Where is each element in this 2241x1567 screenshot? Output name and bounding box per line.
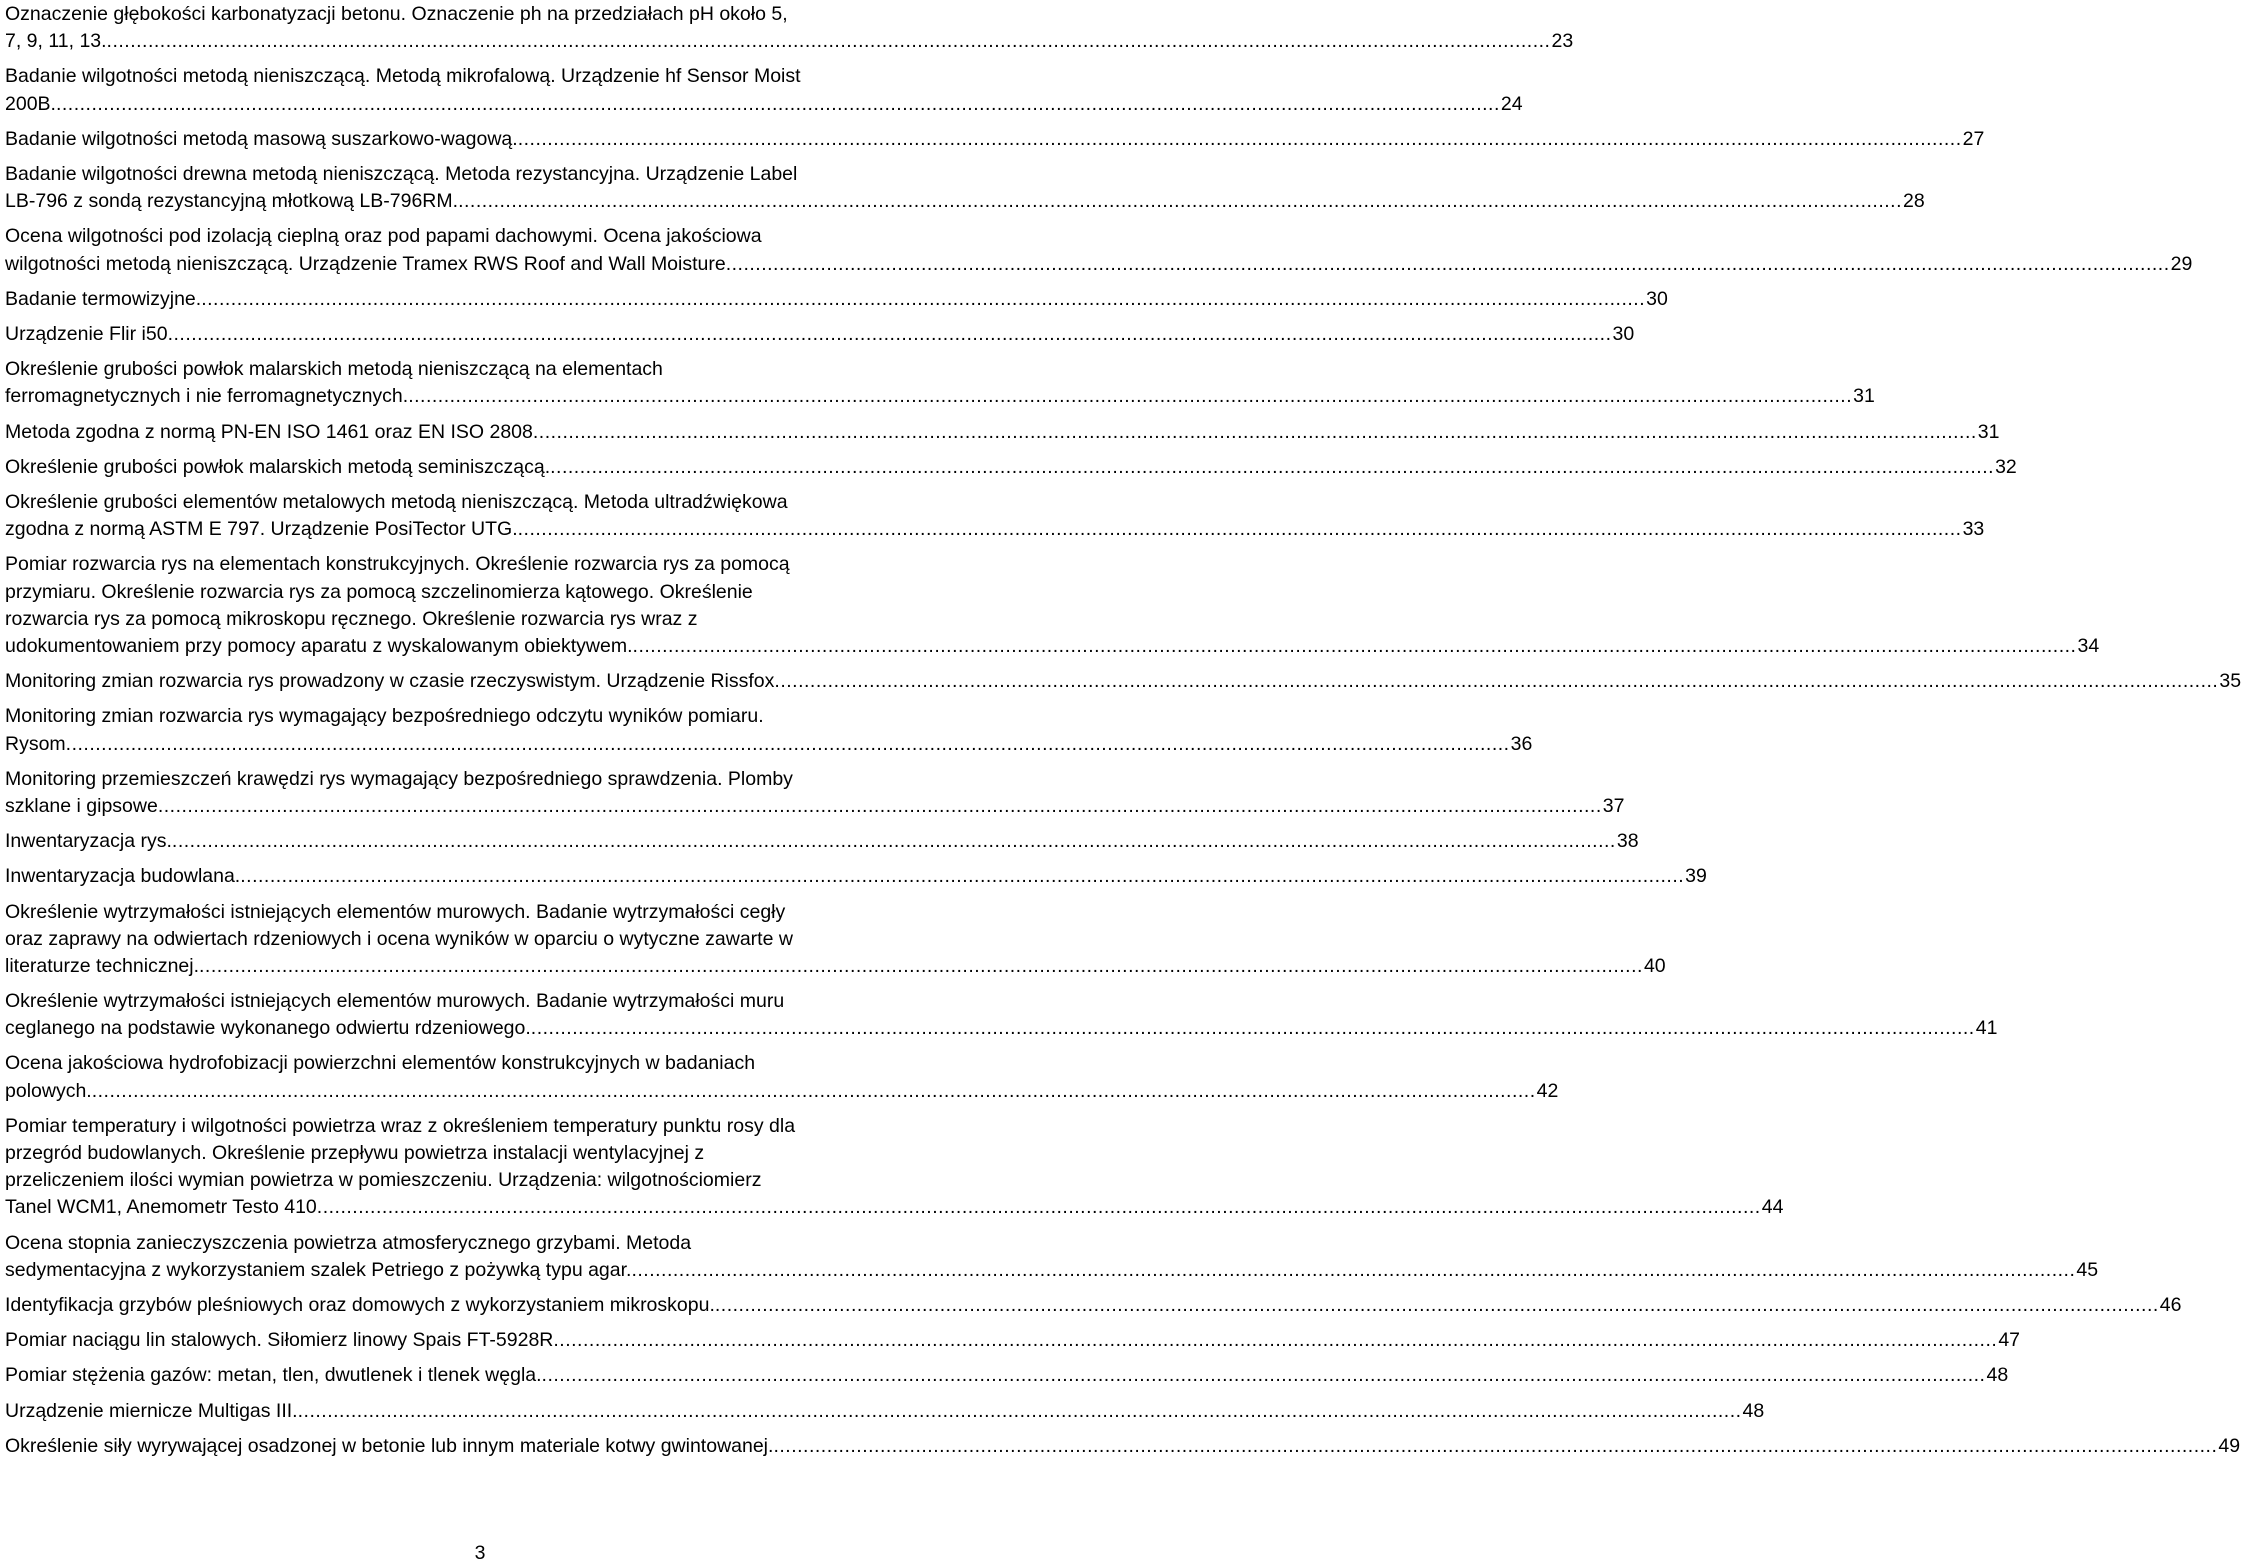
toc-entry-line: Ocena stopnia zanieczyszczenia powietrza atmosferycznego grzybami. Metoda bbox=[5, 1231, 692, 1254]
toc-entry-line: Określenie wytrzymałości istniejących elementów murowych. Badanie wytrzymałości muru bbox=[5, 990, 785, 1013]
toc-entry-line: Monitoring przemieszczeń krawędzi rys wymagający bezpośredniego sprawdzenia. Plomby bbox=[5, 767, 793, 790]
toc-entry-last-line bbox=[5, 1078, 1559, 1105]
toc-entry-page: 29 bbox=[2170, 252, 2193, 275]
toc-entry-title: udokumentowaniem przy pomocy aparatu z wyskalowanym obiektywem. bbox=[5, 634, 633, 657]
dot-leader bbox=[201, 286, 1645, 313]
toc-entry-page: 44 bbox=[1761, 1196, 1784, 1219]
dot-leader bbox=[172, 828, 1616, 855]
toc-entry-title: sedymentacyjna z wykorzystaniem szalek Petriego z pożywką typu agar. bbox=[5, 1258, 632, 1281]
dot-leader bbox=[56, 91, 1500, 118]
toc-entry-last-line bbox=[5, 1257, 2099, 1284]
toc-entry-title: Metoda zgodna z normą PN-EN ISO 1461 oraz EN ISO 2808 bbox=[5, 420, 533, 443]
dot-leader bbox=[458, 188, 1902, 215]
toc-entry[interactable] bbox=[5, 766, 1625, 820]
toc-entry-line: Pomiar temperatury i wilgotności powietrza wraz z określeniem temperatury punktu rosy dla bbox=[5, 1114, 796, 1137]
toc-entry-line: Ocena wilgotności pod izolacją cieplną oraz pod papami dachowymi. Ocena jakościowa bbox=[5, 225, 762, 248]
toc-entry-title: literaturze technicznej. bbox=[5, 954, 200, 977]
toc-entry-last-line bbox=[5, 793, 1625, 820]
toc-entry-page: 33 bbox=[1962, 518, 1985, 541]
toc-entry[interactable] bbox=[5, 126, 1985, 153]
toc-entry-line: Określenie grubości elementów metalowych metodą nieniszczącą. Metoda ultradźwiękowa bbox=[5, 490, 788, 513]
toc-entry-page: 39 bbox=[1685, 865, 1707, 888]
toc-entry-line: przeliczeniem ilości wymian powietrza w pomieszczeniu. Urządzenia: wilgotnościomierz bbox=[5, 1169, 762, 1192]
toc-entry-last-line bbox=[5, 633, 2100, 660]
toc-entry[interactable] bbox=[5, 223, 2193, 277]
toc-entry[interactable] bbox=[5, 1362, 2009, 1389]
dot-leader bbox=[531, 1015, 1975, 1042]
toc-entry-page: 47 bbox=[1998, 1329, 2021, 1352]
toc-entry-page: 27 bbox=[1962, 127, 1985, 150]
toc-entry-page: 36 bbox=[1510, 732, 1533, 755]
toc-entry-title: Urządzenie miernicze Multigas III. bbox=[5, 1399, 298, 1422]
toc-entry[interactable] bbox=[5, 63, 1523, 117]
toc-entry-line: oraz zaprawy na odwiertach rdzeniowych i ocena wyników w oparciu o wytyczne zawarte w bbox=[5, 927, 793, 950]
toc-entry[interactable] bbox=[5, 828, 1639, 855]
toc-entry-title: Inwentaryzacja rys. bbox=[5, 830, 172, 853]
dot-leader bbox=[518, 126, 1962, 153]
toc-entry-line: Badanie wilgotności metodą nieniszczącą. Metodą mikrofalową. Urządzenie hf Sensor Moist bbox=[5, 65, 801, 88]
toc-entry-page: 35 bbox=[2219, 670, 2241, 693]
toc-entry-page: 31 bbox=[1853, 385, 1875, 408]
toc-entry[interactable] bbox=[5, 454, 2017, 481]
dot-leader bbox=[107, 28, 1551, 55]
dot-leader bbox=[726, 251, 2170, 278]
toc-entry-page: 31 bbox=[1977, 420, 2000, 443]
toc-entry-line: Pomiar rozwarcia rys na elementach konstrukcyjnych. Określenie rozwarcia rys za pomocą bbox=[5, 553, 790, 576]
dot-leader bbox=[518, 516, 1962, 543]
page-number: 3 bbox=[474, 1542, 486, 1564]
toc-entry[interactable] bbox=[5, 703, 1533, 757]
toc-entry-last-line bbox=[5, 1362, 2009, 1389]
dot-leader bbox=[298, 1398, 1742, 1425]
toc-entry-title: Określenie grubości powłok malarskich metodą seminiszczącą. bbox=[5, 455, 551, 478]
toc-entry-page: 37 bbox=[1602, 794, 1625, 817]
toc-entry[interactable] bbox=[5, 1292, 2182, 1319]
toc-entry-page: 45 bbox=[2076, 1258, 2099, 1281]
toc-entry[interactable] bbox=[5, 356, 1875, 410]
toc-entry-last-line bbox=[5, 1398, 1765, 1425]
dot-leader bbox=[66, 731, 1510, 758]
dot-leader bbox=[168, 321, 1612, 348]
toc-entry[interactable] bbox=[5, 1433, 2241, 1460]
dot-leader bbox=[550, 454, 1994, 481]
dot-leader bbox=[633, 633, 2077, 660]
toc-entry[interactable] bbox=[5, 161, 1925, 215]
toc-entry[interactable] bbox=[5, 419, 2000, 446]
toc-entry-title: Pomiar stężenia gazów: metan, tlen, dwutlenek i tlenek węgla. bbox=[5, 1364, 542, 1387]
dot-leader bbox=[199, 953, 1643, 980]
toc-entry[interactable] bbox=[5, 1398, 1765, 1425]
toc-entry-last-line bbox=[5, 1327, 2021, 1354]
toc-entry-page: 30 bbox=[1646, 287, 1668, 310]
toc-entry-last-line bbox=[5, 91, 1523, 118]
toc-entry-last-line bbox=[5, 1194, 1784, 1221]
toc-entry-last-line bbox=[5, 251, 2193, 278]
toc-entry-line: Określenie wytrzymałości istniejących elementów murowych. Badanie wytrzymałości cegły bbox=[5, 900, 786, 923]
dot-leader bbox=[715, 1292, 2159, 1319]
toc-entry-page: 40 bbox=[1643, 954, 1666, 977]
dot-leader bbox=[408, 383, 1852, 410]
toc-entry-page: 46 bbox=[2159, 1294, 2182, 1317]
toc-entry-page: 28 bbox=[1903, 190, 1925, 213]
table-of-contents bbox=[5, 1, 2241, 1468]
toc-entry-page: 24 bbox=[1500, 92, 1523, 115]
toc-entry[interactable] bbox=[5, 551, 2100, 660]
toc-entry-page: 34 bbox=[2077, 634, 2100, 657]
dot-leader bbox=[240, 863, 1684, 890]
toc-entry-title: Inwentaryzacja budowlana. bbox=[5, 865, 241, 888]
dot-leader bbox=[533, 419, 1977, 446]
toc-entry[interactable] bbox=[5, 668, 2241, 695]
toc-entry-title: LB-796 z sondą rezystancyjną młotkową LB-796RM. bbox=[5, 190, 459, 213]
dot-leader bbox=[773, 1433, 2217, 1460]
toc-entry-title: 7, 9, 11, 13. bbox=[5, 30, 107, 53]
dot-leader bbox=[158, 793, 1602, 820]
toc-entry-title: Określenie siły wyrywającej osadzonej w betonie lub innym materiale kotwy gwintowanej. bbox=[5, 1434, 774, 1457]
toc-entry-line: Monitoring zmian rozwarcia rys wymagający bezpośredniego odczytu wyników pomiaru. bbox=[5, 705, 764, 728]
toc-entry[interactable] bbox=[5, 988, 1998, 1042]
dot-leader bbox=[317, 1194, 1761, 1221]
toc-entry-last-line bbox=[5, 28, 1574, 55]
toc-entry-last-line bbox=[5, 419, 2000, 446]
toc-entry[interactable] bbox=[5, 1327, 2021, 1354]
toc-entry-title: szklane i gipsowe bbox=[5, 794, 158, 817]
toc-entry-page: 30 bbox=[1612, 322, 1635, 345]
toc-entry[interactable] bbox=[5, 1113, 1784, 1222]
toc-entry-line: Badanie wilgotności drewna metodą nieniszczącą. Metoda rezystancyjna. Urządzenie Label bbox=[5, 162, 798, 185]
toc-entry-line: przegród budowlanych. Określenie przepływu powietrza instalacji wentylacyjnej z bbox=[5, 1142, 705, 1165]
toc-entry-page: 42 bbox=[1536, 1079, 1559, 1102]
toc-entry-title: Tanel WCM1, Anemometr Testo 410 bbox=[5, 1196, 317, 1219]
toc-entry-page: 48 bbox=[1742, 1399, 1765, 1422]
toc-entry-last-line bbox=[5, 863, 1707, 890]
dot-leader bbox=[553, 1327, 1997, 1354]
toc-entry-title: Badanie wilgotności metodą masową suszarkowo-wagową. bbox=[5, 127, 518, 150]
toc-entry-last-line bbox=[5, 1015, 1998, 1042]
toc-entry-last-line bbox=[5, 383, 1875, 410]
toc-entry-title: zgodna z normą ASTM E 797. Urządzenie PosiTector UTG. bbox=[5, 518, 518, 541]
toc-entry-page: 49 bbox=[2218, 1434, 2241, 1457]
toc-entry-page: 41 bbox=[1975, 1017, 1998, 1040]
toc-entry[interactable] bbox=[5, 1050, 1559, 1104]
toc-entry[interactable] bbox=[5, 863, 1707, 890]
toc-entry-title: ceglanego na podstawie wykonanego odwiertu rdzeniowego. bbox=[5, 1017, 531, 1040]
toc-entry-title: 200B. bbox=[5, 92, 56, 115]
toc-entry-last-line bbox=[5, 828, 1639, 855]
toc-entry-title: Identyfikacja grzybów pleśniowych oraz domowych z wykorzystaniem mikroskopu. bbox=[5, 1294, 715, 1317]
toc-entry-title: Urządzenie Flir i50 bbox=[5, 322, 168, 345]
toc-entry-page: 23 bbox=[1551, 30, 1574, 53]
toc-entry-line: Ocena jakościowa hydrofobizacji powierzchni elementów konstrukcyjnych w badaniach bbox=[5, 1052, 756, 1075]
toc-entry[interactable] bbox=[5, 489, 1985, 543]
toc-entry-last-line bbox=[5, 731, 1533, 758]
toc-entry-title: polowych. bbox=[5, 1079, 92, 1102]
toc-entry-last-line bbox=[5, 953, 1666, 980]
toc-entry-line: rozwarcia rys za pomocą mikroskopu ręcznego. Określenie rozwarcia rys wraz z bbox=[5, 607, 698, 630]
toc-entry-last-line bbox=[5, 1433, 2241, 1460]
toc-entry-last-line bbox=[5, 1292, 2182, 1319]
toc-entry-last-line bbox=[5, 286, 1668, 313]
toc-entry-last-line bbox=[5, 126, 1985, 153]
toc-entry[interactable] bbox=[5, 899, 1666, 981]
toc-entry[interactable] bbox=[5, 286, 1668, 313]
dot-leader bbox=[542, 1362, 1986, 1389]
toc-entry-last-line bbox=[5, 668, 2241, 695]
toc-entry[interactable] bbox=[5, 1230, 2099, 1284]
toc-entry-title: wilgotności metodą nieniszczącą. Urządzenie Tramex RWS Roof and Wall Moisture bbox=[5, 252, 726, 275]
toc-entry-title: ferromagnetycznych i nie ferromagnetycznych. bbox=[5, 385, 409, 408]
toc-entry-last-line bbox=[5, 188, 1925, 215]
toc-entry-page: 38 bbox=[1616, 830, 1639, 853]
toc-entry-title: Pomiar naciągu lin stalowych. Siłomierz linowy Spais FT-5928R bbox=[5, 1329, 554, 1352]
toc-entry-line: Określenie grubości powłok malarskich metodą nieniszczącą na elementach bbox=[5, 358, 663, 381]
toc-entry[interactable] bbox=[5, 1, 1574, 55]
toc-entry-last-line bbox=[5, 321, 1635, 348]
toc-entry-line: przymiaru. Określenie rozwarcia rys za pomocą szczelinomierza kątowego. Określenie bbox=[5, 580, 753, 603]
toc-entry-title: Monitoring zmian rozwarcia rys prowadzony w czasie rzeczyswistym. Urządzenie Rissfox bbox=[5, 670, 775, 693]
toc-entry-title: Badanie termowizyjne. bbox=[5, 287, 202, 310]
dot-leader bbox=[774, 668, 2218, 695]
dot-leader bbox=[631, 1257, 2075, 1284]
toc-entry-page: 32 bbox=[1995, 455, 2017, 478]
toc-entry-last-line bbox=[5, 454, 2017, 481]
toc-entry-line: Oznaczenie głębokości karbonatyzacji betonu. Oznaczenie ph na przedziałach pH około 5, bbox=[5, 3, 788, 25]
toc-entry-last-line bbox=[5, 516, 1985, 543]
dot-leader bbox=[92, 1078, 1536, 1105]
toc-entry-page: 48 bbox=[1986, 1364, 2009, 1387]
toc-entry-title: Rysom bbox=[5, 732, 66, 755]
toc-entry[interactable] bbox=[5, 321, 1635, 348]
